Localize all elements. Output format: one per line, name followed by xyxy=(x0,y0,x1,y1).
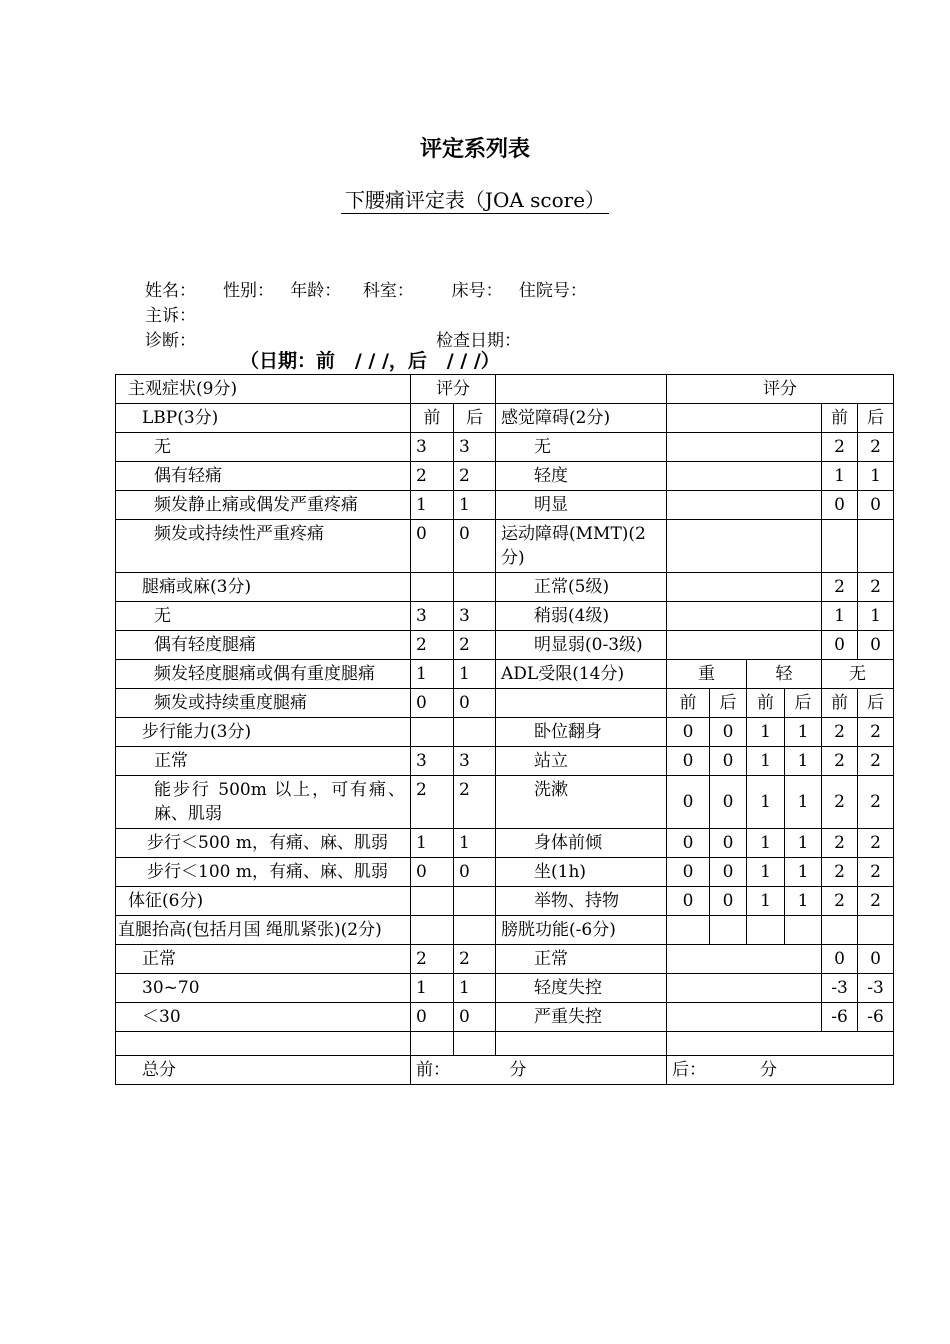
table-cell: 2 xyxy=(454,462,496,491)
table-cell: 3 xyxy=(411,602,454,631)
table-cell: 总分 xyxy=(116,1056,411,1085)
table-cell xyxy=(411,887,454,916)
table-cell: 站立 xyxy=(496,747,667,776)
table-row xyxy=(116,858,894,887)
table-cell: 能步行 500m 以上，可有痛、麻、肌弱 xyxy=(116,776,411,829)
table-cell: 步行＜100 m，有痛、麻、肌弱 xyxy=(116,858,411,887)
table-cell: 0 xyxy=(710,858,747,887)
table-cell: 前 xyxy=(822,404,858,433)
table-cell: 2 xyxy=(411,631,454,660)
table-cell: 2 xyxy=(858,887,894,916)
table-cell: 体征(6分) xyxy=(116,887,411,916)
table-cell: 1 xyxy=(785,858,822,887)
table-cell: 前 xyxy=(667,689,710,718)
table-row xyxy=(116,660,894,689)
table-cell xyxy=(667,945,822,974)
table-cell: 1 xyxy=(822,462,858,491)
table-cell: 0 xyxy=(710,829,747,858)
table-cell: 频发静止痛或偶发严重疼痛 xyxy=(116,491,411,520)
table-cell: 运动障碍(MMT)(2分) xyxy=(496,520,667,573)
table-row xyxy=(116,433,894,462)
table-cell xyxy=(785,916,822,945)
table-cell: 1 xyxy=(411,660,454,689)
table-row xyxy=(116,718,894,747)
table-cell xyxy=(667,404,822,433)
page-subtitle xyxy=(0,184,950,213)
table-cell: 2 xyxy=(858,433,894,462)
table-cell: 后 xyxy=(454,404,496,433)
table-cell: 明显 xyxy=(496,491,667,520)
table-cell xyxy=(496,1032,667,1056)
table-cell: 2 xyxy=(822,887,858,916)
table-cell: 前： 分 xyxy=(411,1056,667,1085)
table-cell: 0 xyxy=(411,520,454,573)
table-cell xyxy=(454,1032,496,1056)
complaint-label: 主诉： xyxy=(145,306,196,326)
table-row xyxy=(116,462,894,491)
table-cell: 2 xyxy=(858,858,894,887)
table-cell xyxy=(667,491,822,520)
table-cell: 2 xyxy=(822,718,858,747)
table-cell: 频发或持续性严重疼痛 xyxy=(116,520,411,573)
table-cell: 1 xyxy=(454,660,496,689)
table-row xyxy=(116,404,894,433)
table-cell: 评分 xyxy=(411,375,496,404)
table-cell: ＜30 xyxy=(116,1003,411,1032)
table-cell xyxy=(858,916,894,945)
table-cell: 0 xyxy=(667,747,710,776)
table-cell: 后 xyxy=(785,689,822,718)
table-cell xyxy=(411,573,454,602)
table-cell: 0 xyxy=(454,858,496,887)
table-cell: 2 xyxy=(411,776,454,829)
table-cell: 3 xyxy=(454,602,496,631)
table-cell: 0 xyxy=(454,1003,496,1032)
table-cell: 正常(5级) xyxy=(496,573,667,602)
table-cell xyxy=(454,573,496,602)
table-cell: 2 xyxy=(822,776,858,829)
table-cell: 30~70 xyxy=(116,974,411,1003)
table-cell: 1 xyxy=(858,462,894,491)
table-cell: 后 xyxy=(858,689,894,718)
table-cell: 0 xyxy=(667,718,710,747)
table-cell: 3 xyxy=(411,747,454,776)
table-cell: 2 xyxy=(858,747,894,776)
table-row xyxy=(116,689,894,718)
table-cell xyxy=(116,916,411,945)
patient-info-line: 姓名： 性别： 年龄： 科室： 床号： 住院号： xyxy=(145,281,587,301)
table-cell: 1 xyxy=(411,491,454,520)
table-row xyxy=(116,887,894,916)
table-row xyxy=(116,776,894,829)
table-cell: 无 xyxy=(496,433,667,462)
table-cell: ADL受限(14分) xyxy=(496,660,667,689)
table-cell: 1 xyxy=(411,829,454,858)
page-title: 评定系列表 xyxy=(419,137,530,162)
table-cell: 1 xyxy=(411,974,454,1003)
table-cell: 1 xyxy=(454,974,496,1003)
table-cell: 坐(1h) xyxy=(496,858,667,887)
date-line: （日期：前 / / /，后 / / /） xyxy=(240,350,500,372)
table-cell: 2 xyxy=(858,829,894,858)
table-cell: 0 xyxy=(822,631,858,660)
table-cell: 1 xyxy=(747,887,785,916)
table-cell xyxy=(411,1032,454,1056)
table-cell: 频发或持续重度腿痛 xyxy=(116,689,411,718)
table-cell: 2 xyxy=(454,776,496,829)
table-cell xyxy=(667,433,822,462)
table-cell: 1 xyxy=(785,747,822,776)
table-cell: 1 xyxy=(454,829,496,858)
table-cell xyxy=(454,916,496,945)
table-cell xyxy=(454,718,496,747)
table-cell: LBP(3分) xyxy=(116,404,411,433)
table-row xyxy=(116,916,894,945)
table-cell: 正常 xyxy=(496,945,667,974)
diagnosis-label: 诊断： xyxy=(145,331,196,351)
table-cell xyxy=(822,916,858,945)
table-cell: 0 xyxy=(667,829,710,858)
table-cell: 后： 分 xyxy=(667,1056,894,1085)
table-cell: 前 xyxy=(822,689,858,718)
table-cell: -3 xyxy=(858,974,894,1003)
table-cell: 后 xyxy=(710,689,747,718)
table-cell xyxy=(667,602,822,631)
table-cell: 偶有轻痛 xyxy=(116,462,411,491)
table-cell: 0 xyxy=(710,747,747,776)
table-cell: 2 xyxy=(411,462,454,491)
table-cell: -6 xyxy=(858,1003,894,1032)
table-cell: 3 xyxy=(454,747,496,776)
exam-date-label: 检查日期： xyxy=(436,331,521,351)
table-cell: 偶有轻度腿痛 xyxy=(116,631,411,660)
table-cell xyxy=(667,974,822,1003)
table-cell: 1 xyxy=(747,718,785,747)
table-cell: 1 xyxy=(747,776,785,829)
table-row xyxy=(116,491,894,520)
table-cell xyxy=(411,916,454,945)
table-cell: 正常 xyxy=(116,747,411,776)
table-row xyxy=(116,829,894,858)
table-cell: 稍弱(4级) xyxy=(496,602,667,631)
table-cell: 前 xyxy=(747,689,785,718)
table-cell: 1 xyxy=(785,829,822,858)
table-cell: 无 xyxy=(116,602,411,631)
table-cell: 膀胱功能(-6分) xyxy=(496,916,667,945)
table-cell: 频发轻度腿痛或偶有重度腿痛 xyxy=(116,660,411,689)
table-cell: 1 xyxy=(822,602,858,631)
table-cell: 1 xyxy=(785,718,822,747)
table-cell: 0 xyxy=(667,858,710,887)
table-cell: 2 xyxy=(858,573,894,602)
table-cell: 2 xyxy=(858,776,894,829)
table-cell: 0 xyxy=(454,689,496,718)
table-cell: 0 xyxy=(858,491,894,520)
table-row xyxy=(116,1003,894,1032)
table-cell: 1 xyxy=(785,776,822,829)
table-row xyxy=(116,747,894,776)
table-row xyxy=(116,631,894,660)
subtitle-text: 下腰痛评定表（JOA score） xyxy=(341,188,609,214)
table-row xyxy=(116,1032,894,1056)
table-cell: 明显弱(0-3级) xyxy=(496,631,667,660)
table-cell xyxy=(496,375,667,404)
table-cell: 轻度失控 xyxy=(496,974,667,1003)
table-cell: 0 xyxy=(411,1003,454,1032)
table-cell: 2 xyxy=(858,718,894,747)
table-cell: 0 xyxy=(710,776,747,829)
table-cell: 0 xyxy=(822,491,858,520)
table-cell: 无 xyxy=(116,433,411,462)
joa-score-table xyxy=(115,374,894,1085)
table-cell: 1 xyxy=(785,887,822,916)
table-cell xyxy=(710,916,747,945)
table-cell: 身体前倾 xyxy=(496,829,667,858)
table-cell: 2 xyxy=(822,433,858,462)
table-cell: 0 xyxy=(710,718,747,747)
table-cell: 感觉障碍(2分) xyxy=(496,404,667,433)
table-cell xyxy=(667,916,710,945)
table-cell xyxy=(667,520,822,573)
table-row xyxy=(116,573,894,602)
table-cell: 主观症状(9分) xyxy=(116,375,411,404)
table-cell xyxy=(667,573,822,602)
table-cell: 1 xyxy=(747,858,785,887)
table-row xyxy=(116,974,894,1003)
table-cell: 重 xyxy=(667,660,747,689)
table-cell: 轻度 xyxy=(496,462,667,491)
table-cell xyxy=(858,520,894,573)
table-row xyxy=(116,945,894,974)
table-cell: 0 xyxy=(858,631,894,660)
table-row xyxy=(116,520,894,573)
table-cell: 2 xyxy=(454,631,496,660)
table-cell: 2 xyxy=(411,945,454,974)
table-cell: 2 xyxy=(454,945,496,974)
table-cell xyxy=(116,1032,411,1056)
table-cell: -3 xyxy=(822,974,858,1003)
table-cell: 腿痛或麻(3分) xyxy=(116,573,411,602)
table-cell xyxy=(667,462,822,491)
table-cell: -6 xyxy=(822,1003,858,1032)
table-cell: 0 xyxy=(667,776,710,829)
table-cell xyxy=(496,689,667,718)
table-cell: 0 xyxy=(411,858,454,887)
table-cell: 0 xyxy=(710,887,747,916)
table-cell: 1 xyxy=(454,491,496,520)
table-cell: 前 xyxy=(411,404,454,433)
table-cell: 2 xyxy=(822,747,858,776)
table-cell xyxy=(667,1003,822,1032)
table-cell xyxy=(747,916,785,945)
table-cell xyxy=(667,1032,894,1056)
table-cell: 0 xyxy=(454,520,496,573)
table-cell xyxy=(667,631,822,660)
table-cell: 评分 xyxy=(667,375,894,404)
cell-text: 直腿抬高(包括月国 绳肌紧张)(2分) xyxy=(118,920,382,940)
table-cell: 轻 xyxy=(747,660,822,689)
table-cell xyxy=(822,520,858,573)
table-row xyxy=(116,1056,894,1085)
table-row xyxy=(116,375,894,404)
table-cell: 严重失控 xyxy=(496,1003,667,1032)
table-cell: 1 xyxy=(747,747,785,776)
table-cell: 无 xyxy=(822,660,894,689)
table-cell: 0 xyxy=(858,945,894,974)
table-cell: 步行能力(3分) xyxy=(116,718,411,747)
table-cell: 3 xyxy=(454,433,496,462)
table-cell xyxy=(411,718,454,747)
table-cell: 1 xyxy=(747,829,785,858)
table-cell: 2 xyxy=(822,573,858,602)
table-cell: 步行＜500 m，有痛、麻、肌弱 xyxy=(116,829,411,858)
table-cell: 卧位翻身 xyxy=(496,718,667,747)
table-cell: 0 xyxy=(411,689,454,718)
table-cell: 1 xyxy=(858,602,894,631)
table-row xyxy=(116,602,894,631)
table-cell: 2 xyxy=(822,858,858,887)
table-cell: 正常 xyxy=(116,945,411,974)
table-cell: 3 xyxy=(411,433,454,462)
table-cell: 2 xyxy=(822,829,858,858)
table-cell: 0 xyxy=(822,945,858,974)
table-cell: 后 xyxy=(858,404,894,433)
table-cell xyxy=(454,887,496,916)
table-cell: 洗漱 xyxy=(496,776,667,829)
table-cell: 举物、持物 xyxy=(496,887,667,916)
table-cell: 0 xyxy=(667,887,710,916)
